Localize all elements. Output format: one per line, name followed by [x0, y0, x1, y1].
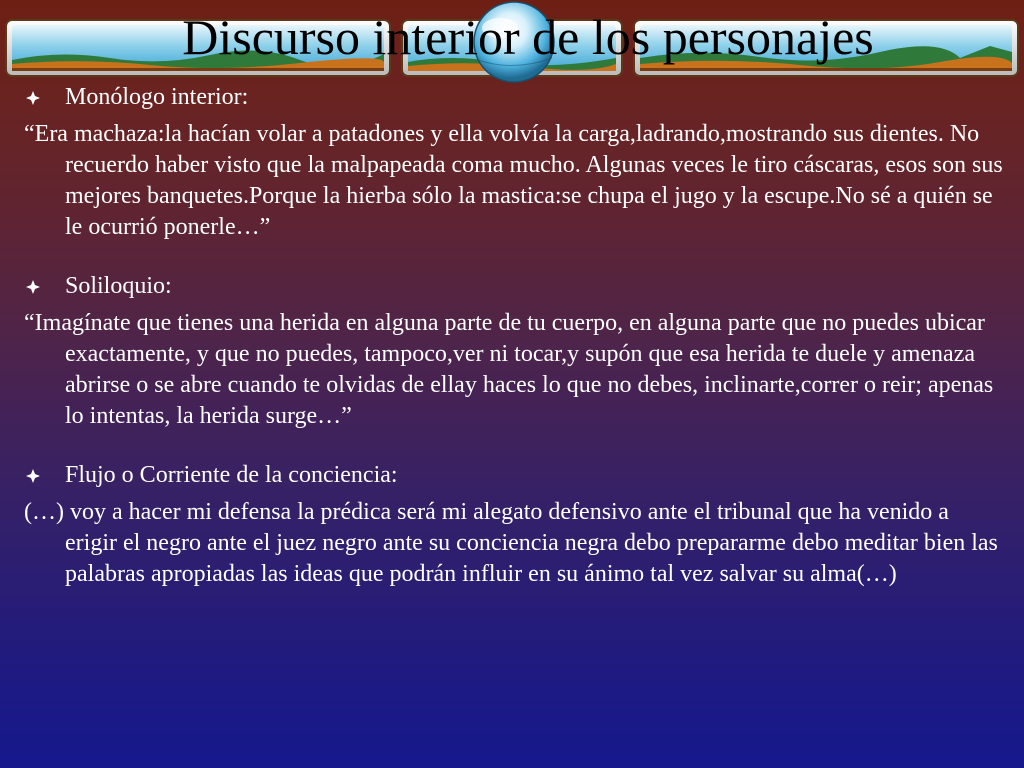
- diamond-bullet-icon: [26, 469, 40, 483]
- section-quote-soliloquio: “Imagínate que tienes una herida en alguna parte de tu cuerpo, en alguna parte que no puedes ubicar exactamente, y que no puedes, tampoco,ver ni tocar,y supón que esa herida te duele y amenaza abrirse o se abre cuando te olvidas de ellay haces lo que no debes, inclinarte,correr o reir; apenas lo intentas, la herida surge…”: [24, 310, 994, 429]
- diamond-bullet-icon: [26, 91, 40, 105]
- section-heading-text: Soliloquio:: [65, 273, 172, 299]
- section-heading-soliloquio: [24, 271, 1004, 302]
- slide-content: [24, 82, 1004, 590]
- section-quote-flujo: (…) voy a hacer mi defensa la prédica será mi alegato defensivo ante el tribunal que ha venido a erigir el negro ante el juez negro ante su conciencia negra debo prepararme debo meditar bien las palabras apropiadas las ideas que podrán influir en su ánimo tal vez salvar su alma(…): [24, 499, 998, 587]
- section-heading-text: Monólogo interior:: [65, 84, 249, 110]
- section-heading-flujo: [24, 460, 1004, 491]
- slide-title: Discurso interior de los personajes: [182, 9, 874, 65]
- diamond-bullet-icon: [26, 280, 40, 294]
- section-heading-monologo: [24, 82, 1004, 113]
- title-banner: [0, 0, 1024, 92]
- section-heading-text: Flujo o Corriente de la conciencia:: [65, 462, 398, 488]
- section-quote-monologo: “Era machaza:la hacían volar a patadones y ella volvía la carga,ladrando,mostrando sus dientes. No recuerdo haber visto que la malpapeada coma mucho. Algunas veces le tiro cáscaras, esos son sus mejores banquetes.Porque la hierba sólo la mastica:se chupa el jugo y la escupe.No sé a quién se le ocurrió ponerle…”: [24, 121, 1003, 240]
